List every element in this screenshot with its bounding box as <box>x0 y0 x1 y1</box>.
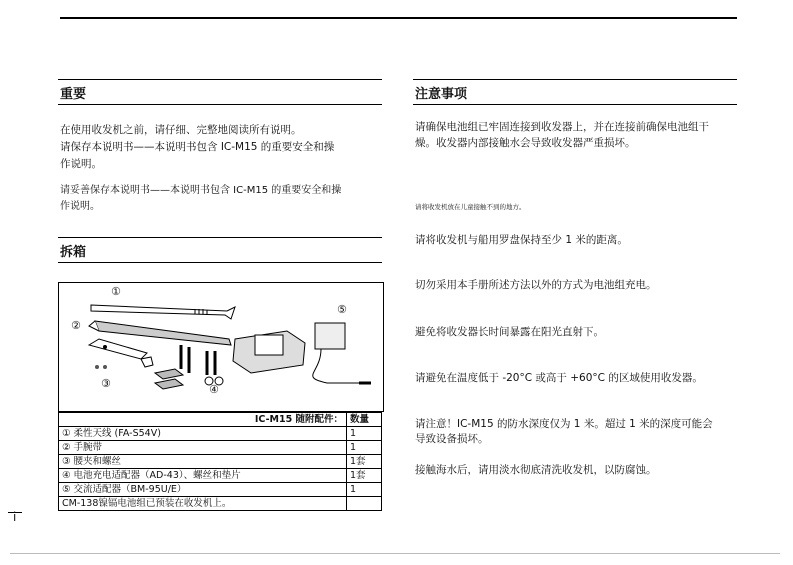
table-header-item: IC-M15 随附配件： <box>59 413 347 427</box>
callout-2: ② <box>71 319 81 332</box>
important-line-1: 在使用收发机之前，请仔细、完整地阅读所有说明。 <box>60 124 302 136</box>
table-cell-item: CM-138镍镉电池组已预装在收发机上。 <box>59 497 347 511</box>
caution-p2: 请将收发机放在儿童接触不到的地方。 <box>415 203 526 211</box>
table-cell-item: ⑤ 交流适配器（BM-95U/E） <box>59 483 347 497</box>
table-cell-qty <box>347 497 382 511</box>
keep-line-1: 请妥善保存本说明书——本说明书包含 IC-M15 的重要安全和操 <box>60 185 342 196</box>
table-cell-item: ③ 腰夹和螺丝 <box>59 455 347 469</box>
caution-p1-line2: 燥。收发器内部接触水会导致收发器严重损坏。 <box>415 137 636 149</box>
keep-line-2: 作说明。 <box>60 201 100 212</box>
table-row <box>59 455 382 469</box>
table-cell-qty: 1 <box>347 441 382 455</box>
caution-p7-line1: 请注意！IC-M15 的防水深度仅为 1 米。超过 1 米的深度可能会 <box>415 418 713 430</box>
bottom-scan-line <box>10 553 780 554</box>
screws-drawing <box>181 345 223 385</box>
caution-p1-line1: 请确保电池组已牢固连接到收发器上，并在连接前确保电池组干 <box>415 121 709 133</box>
caution-p5: 避免将收发器长时间暴露在阳光直射下。 <box>415 326 604 338</box>
table-header-qty: 数量 <box>347 413 382 427</box>
table-cell-item: ④ 电池充电适配器（AD-43）、螺丝和垫片 <box>59 469 347 483</box>
important-heading: 重要 <box>60 87 87 102</box>
pads-drawing <box>155 369 183 389</box>
accessories-table <box>58 412 382 511</box>
table-row <box>59 441 382 455</box>
caution-p6: 请避免在温度低于 -20°C 或高于 +60°C 的区域使用收发器。 <box>415 372 703 384</box>
table-row <box>59 497 382 511</box>
important-line-3: 作说明。 <box>60 158 102 170</box>
important-line-2: 请保存本说明书——本说明书包含 IC-M15 的重要安全和操 <box>60 141 335 153</box>
ac-adapter-drawing <box>313 323 371 383</box>
table-row <box>59 469 382 483</box>
charger-drawing <box>233 331 305 373</box>
unpack-rule-bottom <box>58 262 382 263</box>
caution-p4: 切勿采用本手册所述方法以外的方式为电池组充电。 <box>415 279 657 291</box>
wrist-strap-drawing <box>89 321 231 345</box>
important-rule-bottom <box>58 104 382 105</box>
unpack-rule-top <box>58 237 382 238</box>
page-number: i <box>13 510 17 524</box>
table-header-row <box>59 413 382 427</box>
callout-4: ④ <box>209 383 219 396</box>
belt-clip-drawing <box>89 339 153 367</box>
top-rule <box>60 17 737 19</box>
callout-3: ③ <box>101 377 111 390</box>
table-cell-qty: 1套 <box>347 455 382 469</box>
caution-rule-bottom <box>413 104 737 105</box>
accessories-illustration <box>58 282 384 412</box>
antenna-drawing <box>91 305 235 319</box>
important-rule-top <box>58 79 382 80</box>
caution-rule-top <box>413 79 737 80</box>
table-cell-qty: 1 <box>347 483 382 497</box>
callout-5: ⑤ <box>337 303 347 316</box>
caution-p3: 请将收发机与船用罗盘保持至少 1 米的距离。 <box>415 234 628 246</box>
caution-p8: 接触海水后，请用淡水彻底清洗收发机，以防腐蚀。 <box>415 464 657 476</box>
callout-1: ① <box>111 285 121 298</box>
table-cell-qty: 1 <box>347 427 382 441</box>
unpack-heading: 拆箱 <box>60 245 87 260</box>
table-row <box>59 483 382 497</box>
table-cell-item: ① 柔性天线 (FA-S54V) <box>59 427 347 441</box>
caution-p7-line2: 导致设备损坏。 <box>415 433 489 445</box>
table-row <box>59 427 382 441</box>
caution-heading: 注意事项 <box>415 87 468 102</box>
table-cell-qty: 1套 <box>347 469 382 483</box>
table-cell-item: ② 手腕带 <box>59 441 347 455</box>
accessories-drawing <box>59 283 383 411</box>
